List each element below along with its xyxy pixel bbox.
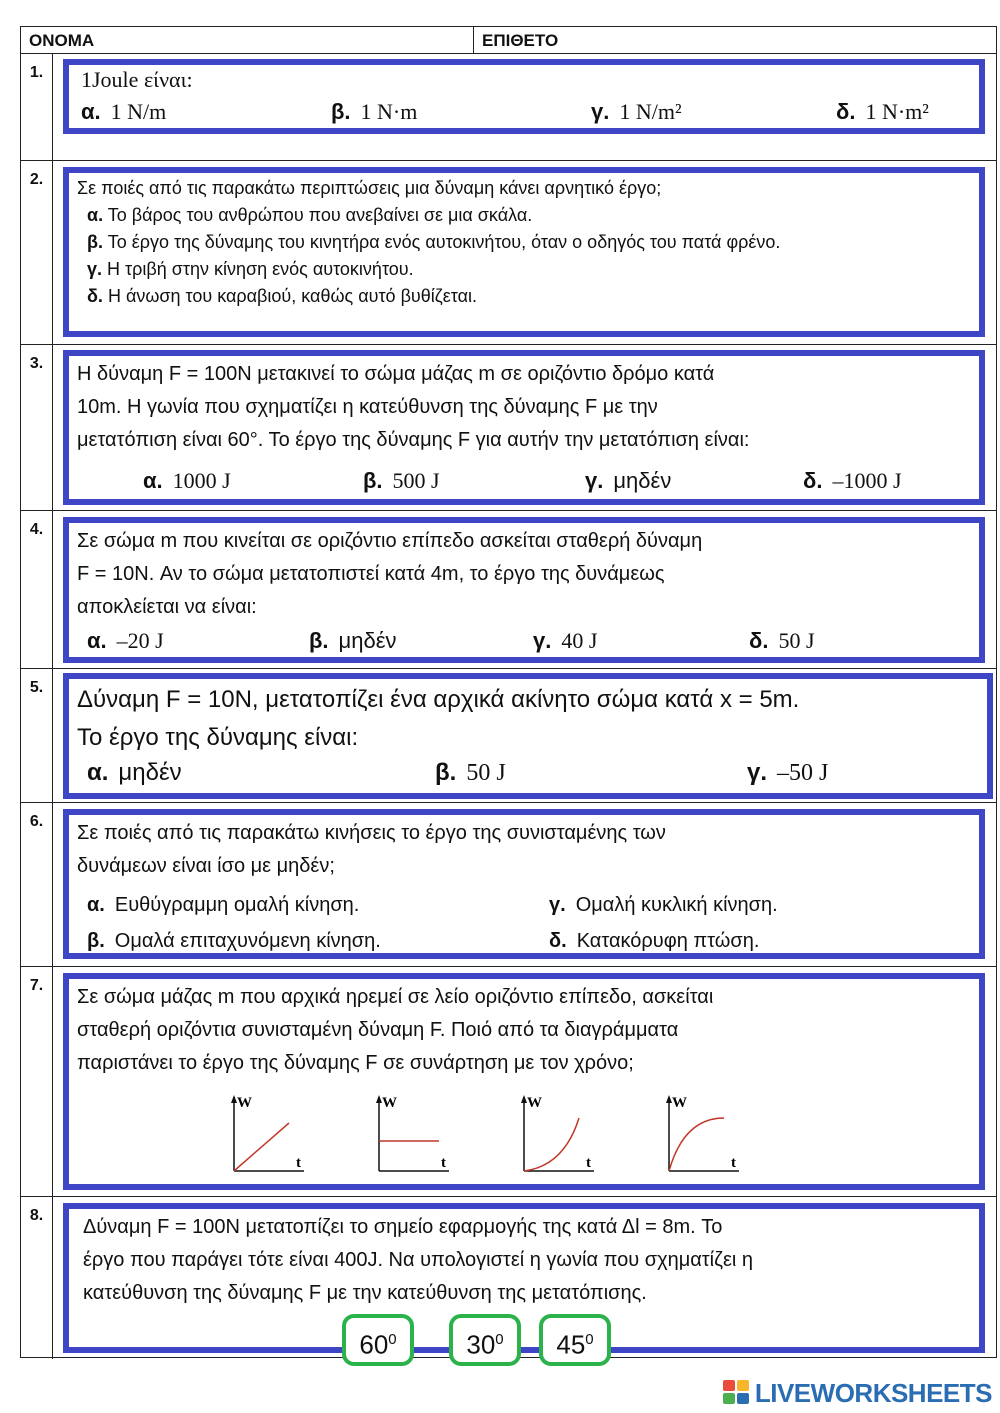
question-box (63, 350, 985, 505)
options (81, 99, 971, 129)
option-b: β. Ομαλά επιταχυνόμενη κίνηση. (87, 930, 381, 952)
question-6 (21, 803, 996, 967)
question-number: 5. (21, 669, 53, 802)
option-b: β. 500 J (363, 468, 440, 493)
answer-45[interactable]: $45^0$ (539, 1314, 611, 1366)
graph-2-y-label: W (382, 1095, 397, 1111)
liveworksheets-logo (723, 1378, 992, 1408)
question-2 (21, 161, 996, 345)
question-text: Δύναμη F = 100N μετατοπίζει το σημείο εφαρμογής της κατά Δl = 8m. Το έργο που παράγει τότε είναι 400J. Να υπολογιστεί η γωνία που σχηματίζει η κατεύθυνση της δύναμης F με την κατεύθυνση της μετατόπισης. (83, 1216, 753, 1304)
graph-1-y-label: W (237, 1095, 252, 1111)
graph-4-y-label: W (672, 1095, 687, 1111)
answer-60[interactable]: $60^0$ (342, 1314, 414, 1366)
option-a: α. –20 J (87, 628, 164, 653)
graph-1-curve (234, 1123, 289, 1171)
question-5 (21, 669, 996, 803)
graph-3-x-label: t (586, 1155, 591, 1171)
work-time-graphs (69, 1089, 969, 1184)
logo-text: LIVEWORKSHEETS (754, 1377, 992, 1408)
question-box (63, 973, 985, 1190)
option-b: β. μηδέν (309, 628, 397, 653)
question-text: Σε σώμα μάζας m που αρχικά ηρεμεί σε λείο οριζόντιο επίπεδο, ασκείται σταθερή οριζόντια συνισταμένη δύναμη F. Ποιό από τα διαγράμματα παριστάνει το έργο της δύναμης F σε συνάρτηση με τον χρόνο; (77, 986, 714, 1074)
answer-30[interactable]: $30^0$ (449, 1314, 521, 1366)
question-text: Η δύναμη F = 100N μετακινεί το σώμα μάζας m σε οριζόντιο δρόμο κατά 10m. Η γωνία που σχηματίζει η κατεύθυνση της δύναμης F με την μετατόπιση είναι 60°. Το έργο της δύναμης F για αυτήν την μετατόπιση είναι: (77, 363, 750, 451)
graph-1-x-label: t (296, 1155, 301, 1171)
question-number: 2. (21, 161, 53, 344)
option-a: α. 1 N/m (81, 99, 167, 124)
graph-2-x-label: t (441, 1155, 446, 1171)
question-text: Σε ποιές από τις παρακάτω κινήσεις το έργο της συνισταμένης των δυνάμεων είναι ίσο με μηδέν; (77, 822, 666, 877)
option-c: γ. –50 J (747, 759, 829, 786)
question-7 (21, 967, 996, 1197)
option-a: α. Ευθύγραμμη ομαλή κίνηση. (87, 894, 360, 916)
option-a: α. μηδέν (87, 759, 182, 786)
graph-3-y-label: W (527, 1095, 542, 1111)
surname-label: ΕΠΙΘΕΤΟ (482, 31, 559, 50)
options (87, 759, 967, 791)
option-d: δ. Η άνωση του καραβιού, καθώς αυτό βυθίζεται. (87, 286, 477, 306)
question-number: 6. (21, 803, 53, 966)
option-d: δ. Κατακόρυφη πτώση. (549, 930, 760, 952)
option-c: γ. Ομαλή κυκλική κίνηση. (549, 894, 778, 916)
question-4 (21, 511, 996, 669)
graph-3-curve (524, 1118, 579, 1171)
question-number: 1. (21, 54, 53, 160)
option-c: γ. 40 J (533, 628, 598, 653)
question-number: 8. (21, 1197, 53, 1359)
option-d: δ. 1 N·m² (836, 99, 929, 124)
option-a: α. 1000 J (143, 468, 231, 493)
question-box (63, 59, 985, 134)
option-d: δ. –1000 J (803, 468, 902, 493)
question-box (63, 809, 985, 959)
header-row (21, 27, 996, 54)
question-text: 1Joule είναι: (81, 67, 193, 92)
name-label: ΟΝΟΜΑ (21, 27, 474, 54)
logo-icon (723, 1380, 751, 1406)
question-box (63, 517, 985, 663)
question-box (63, 1203, 985, 1360)
option-c: γ. μηδέν (585, 468, 672, 493)
question-8 (21, 1197, 996, 1359)
question-text: Σε σώμα m που κινείται σε οριζόντιο επίπεδο ασκείται σταθερή δύναμη F = 10N. Αν το σώμα μετατοπιστεί κατά 4m, το έργο της δυνάμεως αποκλείεται να είναι: (77, 530, 703, 618)
question-box (63, 167, 985, 337)
option-a: α. Το βάρος του ανθρώπου που ανεβαίνει σε μια σκάλα. (87, 205, 533, 225)
option-b: β. Το έργο της δύναμης του κινητήρα ενός αυτοκινήτου, όταν ο οδηγός του πατά φρένο. (87, 232, 781, 252)
options (87, 202, 973, 310)
question-number: 3. (21, 345, 53, 510)
graph-4-curve (669, 1118, 724, 1171)
worksheet (20, 26, 997, 1358)
option-b: β. 1 N·m (331, 99, 418, 124)
options (143, 468, 973, 498)
graph-4-x-label: t (731, 1155, 736, 1171)
options (87, 887, 967, 957)
option-d: δ. 50 J (749, 628, 815, 653)
question-3 (21, 345, 996, 511)
question-text: Σε ποιές από τις παρακάτω περιπτώσεις μια δύναμη κάνει αρνητικό έργο; (77, 178, 662, 198)
option-b: β. 50 J (435, 759, 506, 786)
question-text: Δύναμη F = 10N, μετατοπίζει ένα αρχικά ακίνητο σώμα κατά x = 5m. Το έργο της δύναμης είναι: (77, 686, 800, 751)
option-c: γ. Η τριβή στην κίνηση ενός αυτοκινήτου. (87, 259, 414, 279)
question-box (63, 673, 993, 799)
options (87, 628, 947, 658)
question-number: 7. (21, 967, 53, 1196)
question-1 (21, 54, 996, 161)
option-c: γ. 1 N/m² (591, 99, 682, 124)
question-number: 4. (21, 511, 53, 668)
